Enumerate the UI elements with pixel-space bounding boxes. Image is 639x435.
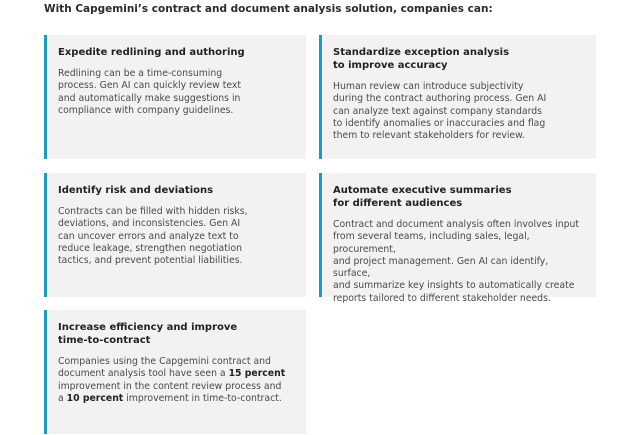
card-identify-risk — [44, 173, 306, 297]
card-expedite-redlining — [44, 35, 306, 159]
card-increase-efficiency — [44, 310, 306, 434]
card-title: Identify risk and deviations — [58, 185, 214, 196]
stat-10-percent: 10 percent — [66, 392, 124, 404]
card-body: Contracts can be filled with hidden risks, deviations, and inconsistencies. Gen AI can uncover errors and analyze text to reduce leakage, strengthen negotiation tactics, and prevent potential liabilities. — [58, 206, 248, 267]
card-body: Human review can introduce subjectivity during the contract authoring process. Gen AI can analyze text against company standards to identify anomalies or inaccuracies and flag them to relevant stakeholders for review. — [333, 81, 547, 142]
card-title: Automate executive summaries for different audiences — [333, 185, 512, 209]
card-body: Companies using the Capgemini contract and document analysis tool have seen a 15 percent improvement in the content review process and a 10 percent improvement in time-to-contract. — [58, 356, 286, 404]
card-title: Standardize exception analysis to improve accuracy — [333, 47, 510, 71]
card-automate-summaries — [319, 173, 596, 304]
card-body: Redlining can be a time-consuming process. Gen AI can quickly review text and automatically make suggestions in compliance with company guidelines. — [58, 68, 242, 116]
card-title: Increase efficiency and improve time-to-contract — [58, 322, 238, 346]
card-body: Contract and document analysis often involves input from several teams, including sales, legal, procurement, and project management. Gen AI can identify, surface, and summarize key insights to automatically create reports tailored to different stakeholder needs. — [333, 219, 580, 304]
intro-heading: With Capgemini’s contract and document analysis solution, companies can: — [44, 3, 493, 15]
card-title: Expedite redlining and authoring — [58, 47, 245, 58]
card-standardize-exception — [319, 35, 596, 159]
stat-15-percent: 15 percent — [228, 368, 286, 380]
